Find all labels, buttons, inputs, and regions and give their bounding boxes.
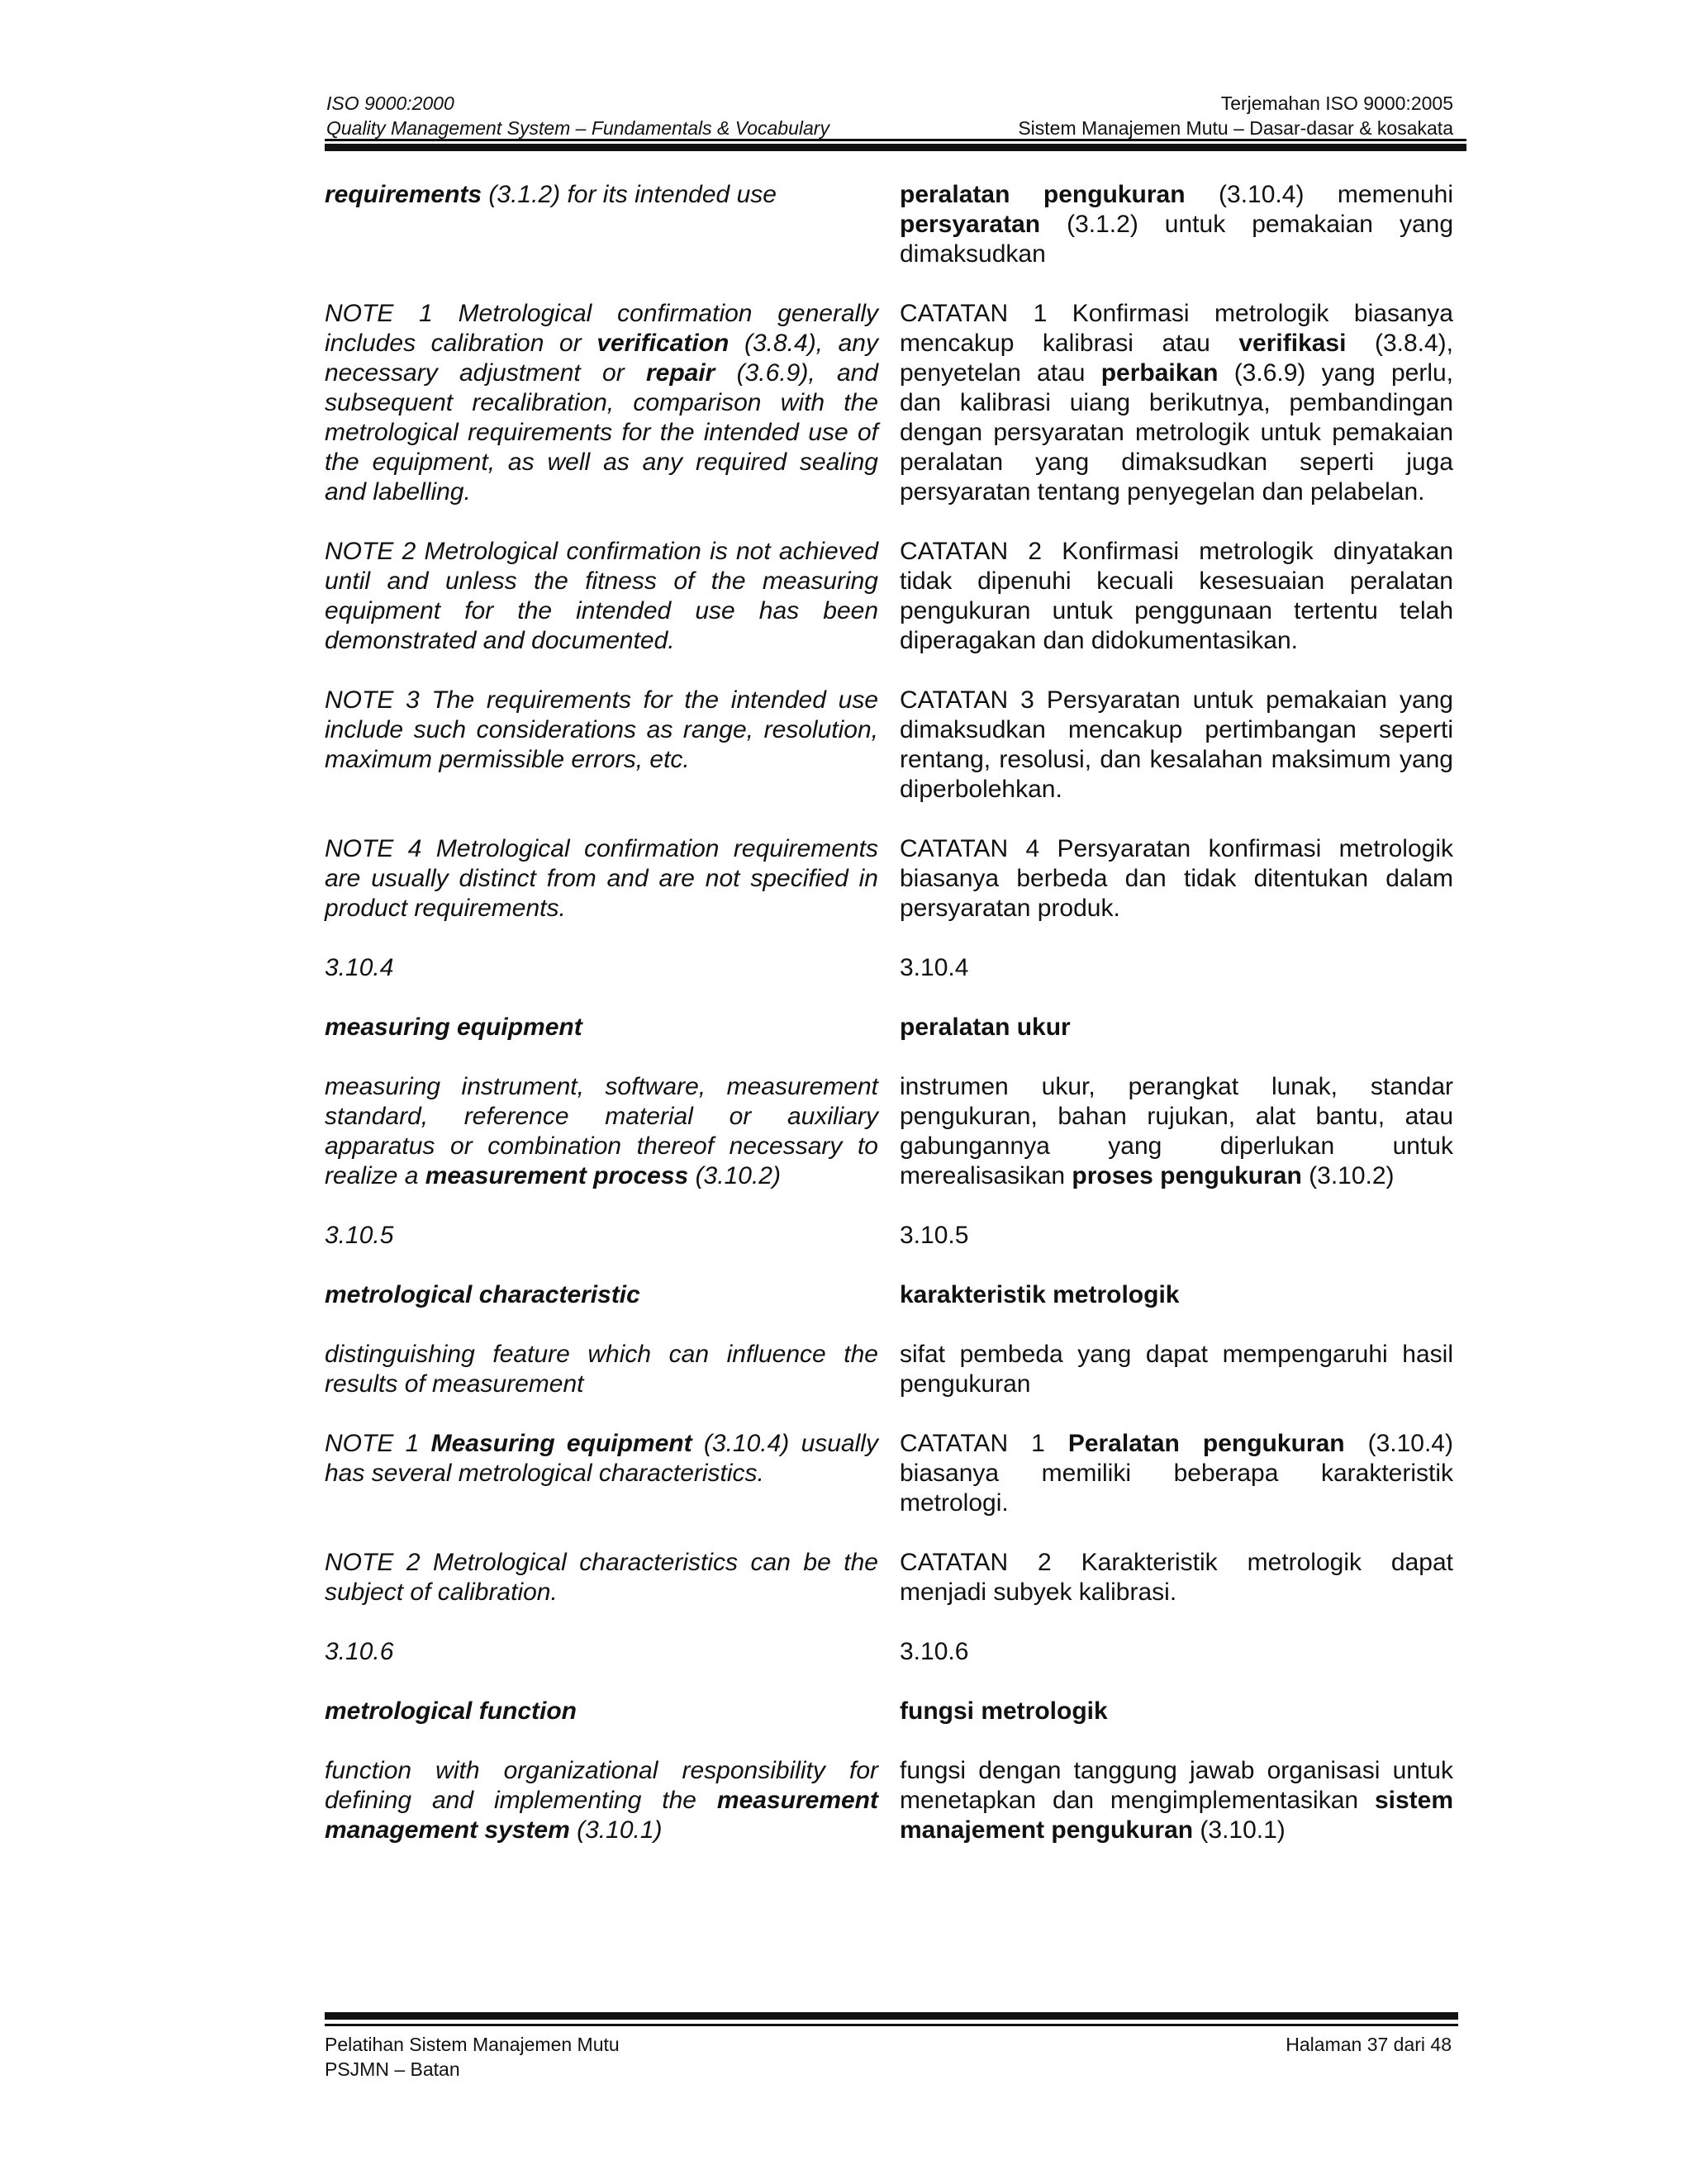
- text-segment: 3.10.4: [900, 954, 969, 981]
- content-row: [325, 1013, 1453, 1042]
- indonesian-text: [900, 1429, 1453, 1518]
- english-text: [325, 1280, 878, 1310]
- text-segment: CATATAN 1 Konfirmasi metrologik biasanya mencakup kalibrasi atau: [900, 300, 1453, 357]
- term-reference: persyaratan: [900, 211, 1041, 238]
- indonesian-text: [900, 180, 1453, 269]
- text-segment: 3.10.5: [900, 1222, 969, 1249]
- english-text: [325, 686, 878, 805]
- text-segment: (3.1.2) for its intended use: [482, 181, 777, 208]
- header-standard-code: ISO 9000:2000: [326, 93, 454, 114]
- term-reference: measuring equipment: [325, 1014, 582, 1041]
- english-text: [325, 834, 878, 923]
- text-segment: 3.10.4: [325, 954, 394, 981]
- content-row: [325, 1429, 1453, 1518]
- header-translation-title: Sistem Manajemen Mutu – Dasar-dasar & kosakata: [1018, 117, 1453, 139]
- footer-course-name: Pelatihan Sistem Manajemen Mutu: [325, 2034, 620, 2055]
- english-text: [325, 1697, 878, 1726]
- header-translation-code: Terjemahan ISO 9000:2005: [1220, 93, 1453, 114]
- indonesian-text: [900, 1340, 1453, 1399]
- text-segment: fungsi dengan tanggung jawab organisasi untuk menetapkan dan mengimplementasikan: [900, 1757, 1453, 1814]
- text-segment: (3.10.2): [1301, 1162, 1395, 1189]
- english-text: [325, 953, 878, 983]
- text-segment: 3.10.6: [325, 1638, 394, 1665]
- text-segment: (3.10.4) usually has several metrological characteristics.: [325, 1430, 878, 1487]
- content-row: [325, 180, 1453, 269]
- term-reference: peralatan pengukuran: [900, 181, 1186, 208]
- footer-divider-thick: [325, 2012, 1458, 2020]
- text-segment: 3.10.5: [325, 1222, 394, 1249]
- content-row: [325, 1072, 1453, 1191]
- content-row: [325, 299, 1453, 507]
- content-row: [325, 1221, 1453, 1251]
- indonesian-text: [900, 1756, 1453, 1845]
- indonesian-text: [900, 834, 1453, 923]
- text-segment: CATATAN 2 Karakteristik metrologik dapat menjadi subyek kalibrasi.: [900, 1549, 1453, 1606]
- text-segment: CATATAN 1: [900, 1430, 1068, 1457]
- page-number: Halaman 37 dari 48: [1286, 2034, 1452, 2055]
- term-reference: Measuring equipment: [430, 1430, 692, 1457]
- header-left: [326, 91, 829, 140]
- bilingual-content: [325, 180, 1453, 1875]
- indonesian-text: [900, 953, 1453, 983]
- footer-divider-thin: [325, 2024, 1458, 2026]
- page-header: [325, 91, 1453, 140]
- content-row: [325, 1637, 1453, 1667]
- text-segment: (3.10.4) memenuhi: [1185, 181, 1453, 208]
- english-text: [325, 1548, 878, 1607]
- indonesian-text: [900, 1280, 1453, 1310]
- english-text: [325, 180, 878, 269]
- english-text: [325, 1756, 878, 1845]
- term-reference: verification: [596, 330, 730, 357]
- text-segment: NOTE 4 Metrological confirmation requirements are usually distinct from and are not specified in product requirements.: [325, 835, 878, 922]
- content-row: [325, 1280, 1453, 1310]
- indonesian-text: [900, 1221, 1453, 1251]
- english-text: [325, 1340, 878, 1399]
- term-reference: measurement process: [425, 1162, 689, 1189]
- term-reference: karakteristik metrologik: [900, 1281, 1180, 1308]
- indonesian-text: [900, 1548, 1453, 1607]
- english-text: [325, 1013, 878, 1042]
- text-segment: (3.10.1): [569, 1816, 663, 1844]
- content-row: [325, 1548, 1453, 1607]
- term-reference: repair: [645, 359, 715, 387]
- indonesian-text: [900, 686, 1453, 805]
- content-row: [325, 537, 1453, 656]
- content-row: [325, 1697, 1453, 1726]
- term-reference: measurement management system: [325, 1787, 878, 1844]
- content-row: [325, 1340, 1453, 1399]
- text-segment: CATATAN 2 Konfirmasi metrologik dinyatakan tidak dipenuhi kecuali kesesuaian peralatan pengukuran untuk penggunaan tertentu telah diperagakan dan didokumentasikan.: [900, 538, 1453, 654]
- text-segment: NOTE 3 The requirements for the intended use include such considerations as range, resolution, maximum permissible errors, etc.: [325, 686, 878, 773]
- english-text: [325, 1429, 878, 1518]
- text-segment: sifat pembeda yang dapat mempengaruhi hasil pengukuran: [900, 1341, 1453, 1398]
- text-segment: (3.10.4) biasanya memiliki beberapa karakteristik metrologi.: [900, 1430, 1453, 1517]
- content-row: [325, 1756, 1453, 1845]
- indonesian-text: [900, 1013, 1453, 1042]
- text-segment: NOTE 2 Metrological characteristics can be the subject of calibration.: [325, 1549, 878, 1606]
- content-row: [325, 953, 1453, 983]
- term-reference: Peralatan pengukuran: [1067, 1430, 1345, 1457]
- english-text: [325, 1221, 878, 1251]
- footer-organization: PSJMN – Batan: [325, 2058, 460, 2080]
- text-segment: NOTE 1 Metrological confirmation generally includes calibration or: [325, 300, 878, 357]
- content-row: [325, 834, 1453, 923]
- term-reference: fungsi metrologik: [900, 1697, 1108, 1725]
- text-segment: (3.6.9) yang perlu, dan kalibrasi uiang berikutnya, pembandingan dengan persyaratan metrologik untuk pemakaian peralatan yang dimaksudkan seperti juga persyaratan tentang penyegelan dan pelabelan.: [900, 359, 1454, 506]
- term-reference: proses pengukuran: [1072, 1162, 1302, 1189]
- content-row: [325, 686, 1453, 805]
- header-divider-thick: [325, 144, 1466, 151]
- indonesian-text: [900, 1637, 1453, 1667]
- indonesian-text: [900, 299, 1453, 507]
- footer-left: [325, 2032, 620, 2082]
- term-reference: peralatan ukur: [900, 1014, 1071, 1041]
- indonesian-text: [900, 1072, 1453, 1191]
- term-reference: requirements: [325, 181, 482, 208]
- text-segment: (3.10.2): [688, 1162, 781, 1189]
- term-reference: metrological function: [325, 1697, 577, 1725]
- text-segment: (3.8.4), any necessary adjustment or: [325, 330, 878, 387]
- text-segment: 3.10.6: [900, 1638, 969, 1665]
- text-segment: distinguishing feature which can influence the results of measurement: [325, 1341, 878, 1398]
- indonesian-text: [900, 1697, 1453, 1726]
- text-segment: (3.6.9), and subsequent recalibration, comparison with the metrological requirements for the intended use of the equipment, as well as any required sealing and labelling.: [325, 359, 878, 506]
- term-reference: verifikasi: [1238, 330, 1347, 357]
- english-text: [325, 299, 878, 507]
- text-segment: (3.10.1): [1193, 1816, 1286, 1844]
- term-reference: sistem manajement pengukuran: [900, 1787, 1453, 1844]
- english-text: [325, 537, 878, 656]
- english-text: [325, 1072, 878, 1191]
- indonesian-text: [900, 537, 1453, 656]
- text-segment: (3.1.2) untuk pemakaian yang dimaksudkan: [900, 211, 1453, 268]
- text-segment: (3.8.4), penyetelan atau: [900, 330, 1453, 387]
- term-reference: metrological characteristic: [325, 1281, 640, 1308]
- text-segment: function with organizational responsibility for defining and implementing the: [325, 1757, 878, 1814]
- text-segment: CATATAN 4 Persyaratan konfirmasi metrologik biasanya berbeda dan tidak ditentukan dalam persyaratan produk.: [900, 835, 1453, 922]
- header-standard-title: Quality Management System – Fundamentals & Vocabulary: [326, 117, 829, 139]
- header-right: [1018, 91, 1453, 140]
- text-segment: instrumen ukur, perangkat lunak, standar pengukuran, bahan rujukan, alat bantu, atau gabungannya yang diperlukan untuk merealisasikan: [900, 1073, 1453, 1189]
- text-segment: NOTE 2 Metrological confirmation is not achieved until and unless the fitness of the measuring equipment for the intended use has been demonstrated and documented.: [325, 538, 878, 654]
- header-divider-thin: [325, 139, 1466, 141]
- term-reference: perbaikan: [1100, 359, 1219, 387]
- text-segment: CATATAN 3 Persyaratan untuk pemakaian yang dimaksudkan mencakup pertimbangan seperti rentang, resolusi, dan kesalahan maksimum yang diperbolehkan.: [900, 686, 1453, 803]
- text-segment: measuring instrument, software, measurement standard, reference material or auxiliary apparatus or combination thereof necessary to realize a: [325, 1073, 878, 1189]
- text-segment: NOTE 1: [325, 1430, 431, 1457]
- english-text: [325, 1637, 878, 1667]
